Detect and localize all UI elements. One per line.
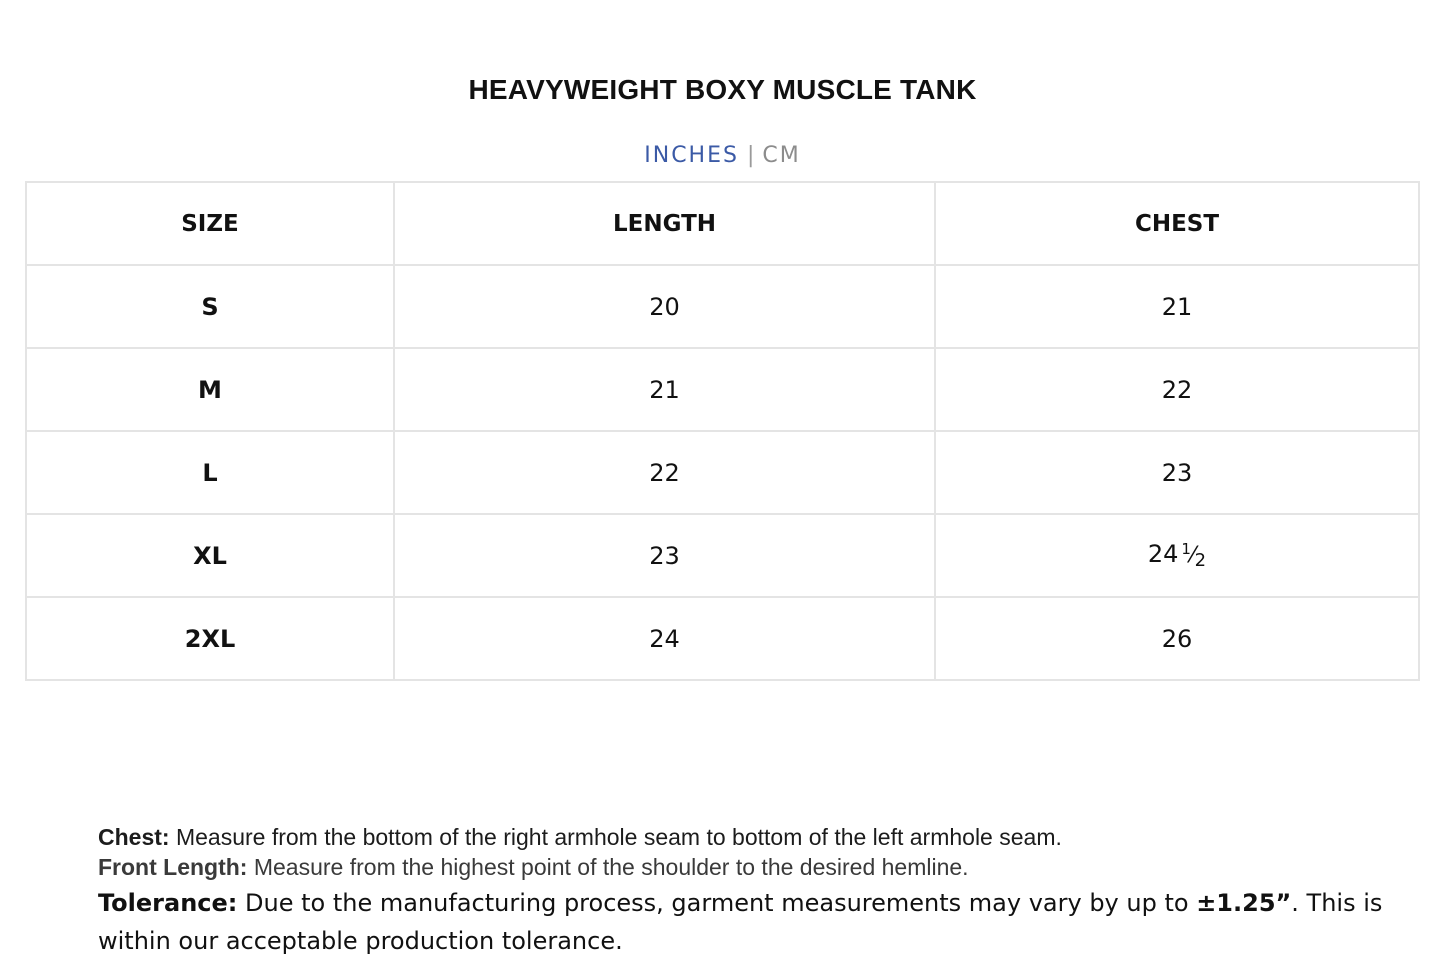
fraction-slash: ⁄ (1190, 543, 1195, 568)
length-cell: 22 (394, 431, 935, 514)
table-header-row (26, 182, 1419, 265)
unit-divider: | (746, 143, 755, 168)
size-cell: L (26, 431, 394, 514)
note-chest-text: Measure from the bottom of the right armhole seam to bottom of the left armhole seam. (169, 824, 1062, 850)
note-tolerance-text-end: . This is within our acceptable production tolerance. (98, 889, 1383, 955)
chest-cell: 22 (935, 348, 1419, 431)
length-cell: 24 (394, 597, 935, 680)
length-cell: 23 (394, 514, 935, 597)
table-row (26, 265, 1419, 348)
unit-toggle (0, 143, 1445, 168)
chest-cell: 21 (935, 265, 1419, 348)
fraction-denominator: 2 (1194, 550, 1207, 571)
unit-inches-tab[interactable]: INCHES (644, 143, 739, 168)
unit-cm-tab[interactable]: CM (762, 143, 801, 168)
chest-cell: 26 (935, 597, 1419, 680)
table-row (26, 514, 1419, 597)
note-chest-label: Chest: (98, 824, 170, 850)
note-chest (98, 822, 1418, 852)
header-chest: CHEST (935, 182, 1419, 265)
chest-cell (935, 514, 1419, 597)
length-cell: 21 (394, 348, 935, 431)
note-tolerance (98, 884, 1418, 960)
measurement-notes (98, 822, 1418, 960)
note-length-label: Front Length: (98, 854, 248, 880)
header-size: SIZE (26, 182, 394, 265)
header-length: LENGTH (394, 182, 935, 265)
note-tolerance-text: Due to the manufacturing process, garment measurements may vary by up to (237, 889, 1197, 917)
size-cell: S (26, 265, 394, 348)
note-front-length (98, 852, 1418, 882)
size-chart-table (25, 181, 1420, 681)
size-cell: 2XL (26, 597, 394, 680)
chest-cell: 23 (935, 431, 1419, 514)
table-row (26, 597, 1419, 680)
table-row (26, 348, 1419, 431)
fraction-numerator: 1 (1181, 540, 1191, 558)
note-length-text: Measure from the highest point of the shoulder to the desired hemline. (247, 854, 969, 880)
size-cell: XL (26, 514, 394, 597)
chest-whole: 24 (1147, 540, 1179, 568)
page-title: HEAVYWEIGHT BOXY MUSCLE TANK (468, 74, 977, 105)
table-row (26, 431, 1419, 514)
note-tolerance-value: ±1.25” (1196, 889, 1292, 917)
note-tolerance-label: Tolerance: (98, 889, 238, 917)
size-cell: M (26, 348, 394, 431)
length-cell: 20 (394, 265, 935, 348)
